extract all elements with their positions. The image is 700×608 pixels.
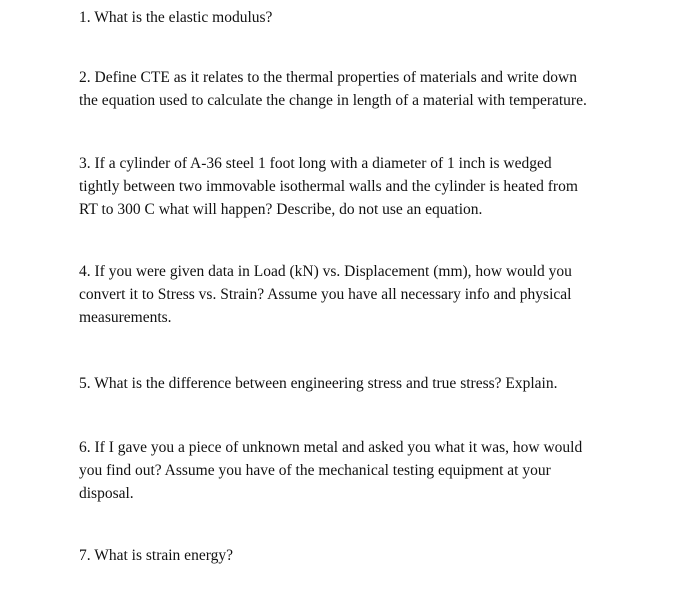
question-7-line-1: 7. What is strain energy? [79, 547, 233, 564]
question-5-line-1: 5. What is the difference between engineering stress and true stress? Explain. [79, 375, 558, 392]
question-4 [79, 260, 624, 329]
question-1-line-1: 1. What is the elastic modulus? [79, 9, 273, 26]
question-6-line-2: you find out? Assume you have of the mechanical testing equipment at your [79, 462, 551, 479]
question-6 [79, 436, 624, 505]
question-3 [79, 152, 624, 221]
question-2-line-2: the equation used to calculate the change in length of a material with temperature. [79, 92, 587, 109]
question-6-line-1: 6. If I gave you a piece of unknown metal and asked you what it was, how would [79, 439, 583, 456]
question-1 [79, 6, 624, 29]
question-2-line-1: 2. Define CTE as it relates to the thermal properties of materials and write down [79, 69, 577, 86]
question-4-line-2: convert it to Stress vs. Strain? Assume you have all necessary info and physical [79, 286, 572, 303]
question-3-line-2: tightly between two immovable isothermal walls and the cylinder is heated from [79, 178, 578, 195]
question-7 [79, 544, 624, 567]
question-3-line-3: RT to 300 C what will happen? Describe, do not use an equation. [79, 201, 483, 218]
question-6-line-3: disposal. [79, 485, 134, 502]
question-3-line-1: 3. If a cylinder of A-36 steel 1 foot long with a diameter of 1 inch is wedged [79, 155, 552, 172]
question-4-line-1: 4. If you were given data in Load (kN) vs. Displacement (mm), how would you [79, 263, 572, 280]
question-2 [79, 66, 624, 112]
question-5 [79, 372, 624, 395]
question-4-line-3: measurements. [79, 309, 172, 326]
